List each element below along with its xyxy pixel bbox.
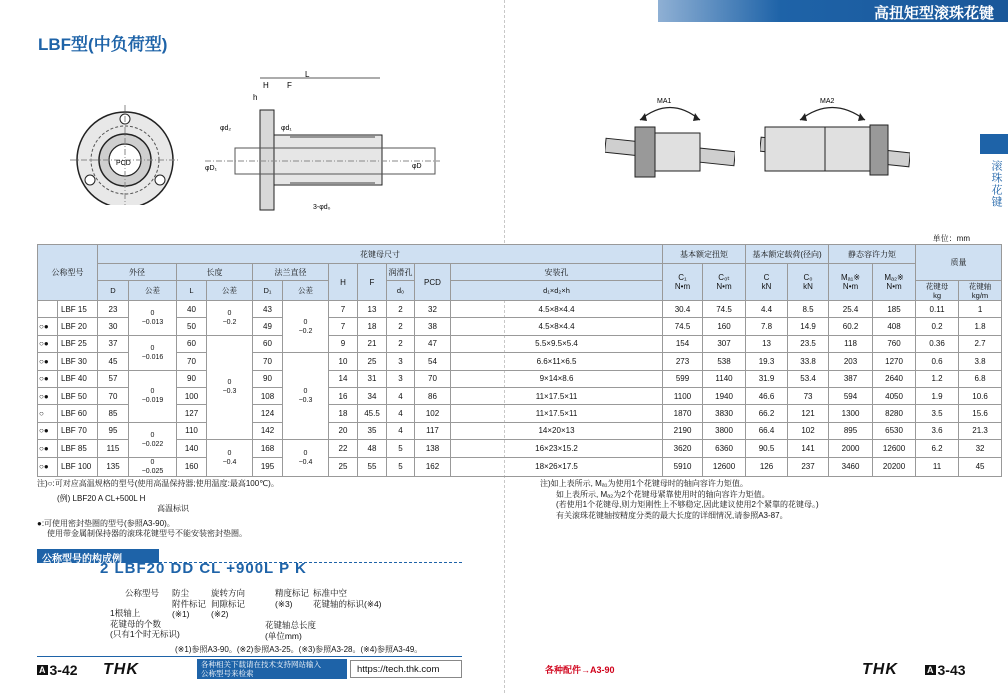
cell-f: 21	[358, 335, 387, 352]
cell-c1: 74.5	[663, 318, 703, 335]
od-tolerance-cell: 0 −0.019	[129, 370, 177, 422]
cell-pcd: 117	[415, 422, 451, 439]
cell-shaft: 32	[959, 440, 1002, 457]
cell-d0: 2	[387, 335, 415, 352]
h-C: C kN	[746, 264, 788, 301]
cell-f: 45.5	[358, 405, 387, 422]
cell-ma1: 1300	[829, 405, 873, 422]
h-MA2: Mₐ₂※ N•m	[873, 264, 916, 301]
cell-c0t: 538	[703, 353, 746, 370]
cell-nut: 0.6	[916, 353, 959, 370]
front-view-drawing	[70, 105, 190, 205]
cell-f: 31	[358, 370, 387, 387]
length-cell: 160	[177, 457, 207, 476]
spine-tab	[980, 134, 1008, 154]
dim-L: L	[305, 70, 310, 79]
od-cell: 37	[98, 335, 129, 352]
cell-ma2: 408	[873, 318, 916, 335]
part-number-section-title: 公称型号的构成例	[37, 549, 159, 563]
cell-nut: 11	[916, 457, 959, 476]
cell-c: 90.5	[746, 440, 788, 457]
cell-ma2: 185	[873, 301, 916, 318]
cell-ma2: 12600	[873, 440, 916, 457]
ma2-label: MA2	[820, 98, 835, 105]
dim-d0: 3-φd₀	[313, 204, 331, 211]
note-rigidity: (若使用1个花键母,则力矩刚性上不够稳定,因此建议使用2个紧靠的花键母。)	[556, 500, 819, 509]
model-cell: LBF 40	[58, 370, 98, 387]
model-cell: LBF 15	[58, 301, 98, 318]
model-cell: LBF 25	[58, 335, 98, 352]
cell-c1: 1870	[663, 405, 703, 422]
pn-label-seal: 防尘 附件标记 (※1)	[172, 588, 207, 619]
length-cell: 40	[177, 301, 207, 318]
od-cell: 57	[98, 370, 129, 387]
cell-c0: 237	[788, 457, 829, 476]
cell-mount: 4.5×8×4.4	[451, 301, 663, 318]
cell-h: 7	[329, 318, 358, 335]
flange-cell: 168	[253, 440, 283, 457]
support-url-link[interactable]: https://tech.thk.com	[357, 664, 440, 675]
cell-pcd: 102	[415, 405, 451, 422]
cell-shaft: 15.6	[959, 405, 1002, 422]
cell-pcd: 54	[415, 353, 451, 370]
dim-F: F	[287, 81, 292, 90]
cell-c0: 73	[788, 387, 829, 404]
flange-cell: 195	[253, 457, 283, 476]
h-load: 基本额定载荷(径向)	[746, 245, 829, 264]
cell-c0: 53.4	[788, 370, 829, 387]
length-tolerance-cell: 0 −0.3	[207, 335, 253, 439]
h-od: 外径	[98, 264, 177, 281]
note-seal: ●:可使用密封垫圈的型号(参照A3-90)。	[37, 518, 175, 528]
cell-ma1: 2000	[829, 440, 873, 457]
h-F: F	[358, 264, 387, 301]
flange-cell: 142	[253, 422, 283, 439]
length-cell: 110	[177, 422, 207, 439]
h-dxh: d₁×d₂×h	[451, 281, 663, 301]
cell-c0t: 3800	[703, 422, 746, 439]
cell-nut: 1.9	[916, 387, 959, 404]
flange-cell: 43	[253, 301, 283, 318]
cell-ma2: 6530	[873, 422, 916, 439]
cell-c0t: 1940	[703, 387, 746, 404]
cell-shaft: 1	[959, 301, 1002, 318]
table-row	[38, 318, 1002, 335]
cell-d0: 4	[387, 405, 415, 422]
cell-c: 66.2	[746, 405, 788, 422]
cell-ma1: 387	[829, 370, 873, 387]
table-row	[38, 370, 1002, 387]
cell-mount: 6.6×11×6.5	[451, 353, 663, 370]
flange-cell: 60	[253, 335, 283, 352]
h-len: 长度	[177, 264, 253, 281]
cell-c: 46.6	[746, 387, 788, 404]
od-cell: 95	[98, 422, 129, 439]
cell-mount: 16×23×15.2	[451, 440, 663, 457]
h-D1: D₁	[253, 281, 283, 301]
cell-ma1: 203	[829, 353, 873, 370]
note-example: (例) LBF20 A CL+500L H	[57, 493, 146, 503]
h-MA1: Mₐ₁※ N•m	[829, 264, 873, 301]
length-cell: 90	[177, 370, 207, 387]
h-lube: 润滑孔	[387, 264, 415, 281]
cell-h: 16	[329, 387, 358, 404]
cell-mount: 11×17.5×11	[451, 405, 663, 422]
right-page-number: A 3-43	[927, 662, 966, 678]
h-H: H	[329, 264, 358, 301]
flange-cell: 90	[253, 370, 283, 387]
cell-shaft: 2.7	[959, 335, 1002, 352]
note-ma2: 如上表所示, Mₐ₂为2个花键母紧靠使用时的轴向容许力矩值。	[556, 489, 770, 499]
cell-d0: 3	[387, 353, 415, 370]
h-shaft: 花键轴 kg/m	[959, 281, 1002, 301]
cell-pcd: 162	[415, 457, 451, 476]
cell-c0: 33.8	[788, 353, 829, 370]
cell-f: 35	[358, 422, 387, 439]
cell-f: 25	[358, 353, 387, 370]
cell-shaft: 10.6	[959, 387, 1002, 404]
cell-shaft: 3.8	[959, 353, 1002, 370]
cell-h: 7	[329, 301, 358, 318]
cell-h: 18	[329, 405, 358, 422]
note-seal-2: 使用带金属制保持器的滚珠花键型号不能安装密封垫圈。	[47, 529, 247, 538]
pn-references: (※1)参照A3-90。(※2)参照A3-25。(※3)参照A3-28。(※4)参照A3-49。	[175, 645, 423, 654]
cell-c1: 2190	[663, 422, 703, 439]
cell-nut: 0.2	[916, 318, 959, 335]
cell-c1: 1100	[663, 387, 703, 404]
cell-c0: 121	[788, 405, 829, 422]
cell-shaft: 45	[959, 457, 1002, 476]
dim-d2: φd₂	[220, 125, 232, 132]
od-tolerance-cell: 0 −0.016	[129, 335, 177, 370]
pn-label-hollow: 标准中空 花键轴的标识(※4)	[313, 588, 382, 609]
cell-f: 48	[358, 440, 387, 457]
page-title: LBF型(中负荷型)	[38, 35, 168, 54]
cell-ma2: 8280	[873, 405, 916, 422]
cell-d0: 3	[387, 370, 415, 387]
notes-left	[37, 479, 279, 540]
cell-pcd: 86	[415, 387, 451, 404]
flange-cell: 49	[253, 318, 283, 335]
cell-c: 19.3	[746, 353, 788, 370]
cell-d0: 5	[387, 457, 415, 476]
od-cell: 45	[98, 353, 129, 370]
pn-label-length: 花键轴总长度 (单位mm)	[265, 620, 317, 641]
cell-ma2: 1270	[873, 353, 916, 370]
accessory-link[interactable]: 各种配件→A3-90	[545, 665, 615, 675]
h-D: D	[98, 281, 129, 301]
od-cell: 85	[98, 405, 129, 422]
dim-d1: φd₁	[281, 125, 292, 132]
side-view-drawing	[205, 70, 440, 215]
flange-cell: 108	[253, 387, 283, 404]
part-number-code: 2 LBF20 DD CL +900L P K	[100, 560, 307, 577]
h-tol-D: 公差	[129, 281, 177, 301]
cell-c1: 273	[663, 353, 703, 370]
cell-c0t: 74.5	[703, 301, 746, 318]
table-row	[38, 335, 1002, 352]
cell-d0: 2	[387, 318, 415, 335]
table-row	[38, 422, 1002, 439]
model-cell: LBF 60	[58, 405, 98, 422]
length-cell: 127	[177, 405, 207, 422]
table-row	[38, 301, 1002, 318]
cell-d0: 5	[387, 440, 415, 457]
h-tol-D1: 公差	[283, 281, 329, 301]
thk-logo-right: THK	[862, 661, 898, 678]
pn-label-clearance: 旋转方向 间隙标记 (※2)	[211, 588, 246, 619]
cell-nut: 3.6	[916, 422, 959, 439]
model-cell: LBF 85	[58, 440, 98, 457]
cell-pcd: 70	[415, 370, 451, 387]
cell-c0t: 3830	[703, 405, 746, 422]
variant-mark: ○	[38, 405, 58, 422]
cell-ma2: 760	[873, 335, 916, 352]
notes-right	[540, 479, 819, 521]
cell-ma1: 118	[829, 335, 873, 352]
cell-c1: 30.4	[663, 301, 703, 318]
dim-h: h	[253, 93, 258, 102]
h-dims: 花键母尺寸	[98, 245, 663, 264]
cell-c0t: 160	[703, 318, 746, 335]
h-C0r: C₀ kN	[788, 264, 829, 301]
cell-c1: 5910	[663, 457, 703, 476]
cell-c: 66.4	[746, 422, 788, 439]
cell-c: 31.9	[746, 370, 788, 387]
cell-h: 10	[329, 353, 358, 370]
table-row	[38, 387, 1002, 404]
h-tol-L: 公差	[207, 281, 253, 301]
left-page-number: A 3-42	[39, 662, 78, 678]
cell-d0: 4	[387, 387, 415, 404]
h-moment: 静态容许力矩	[829, 245, 916, 264]
cell-h: 14	[329, 370, 358, 387]
variant-mark	[38, 301, 58, 318]
cell-h: 25	[329, 457, 358, 476]
cell-shaft: 21.3	[959, 422, 1002, 439]
cell-c1: 599	[663, 370, 703, 387]
length-tolerance-cell: 0 −0.2	[207, 301, 253, 336]
cell-c0t: 1140	[703, 370, 746, 387]
length-cell: 50	[177, 318, 207, 335]
table-row	[38, 440, 1002, 457]
cell-nut: 0.11	[916, 301, 959, 318]
flange-tolerance-cell: 0 −0.4	[283, 440, 329, 476]
cell-c: 13	[746, 335, 788, 352]
cell-c1: 154	[663, 335, 703, 352]
model-cell: LBF 20	[58, 318, 98, 335]
cell-mount: 4.5×8×4.4	[451, 318, 663, 335]
spec-table-body	[38, 301, 1002, 477]
spec-table	[37, 244, 1002, 477]
cell-ma1: 895	[829, 422, 873, 439]
pn-label-count: 1根轴上 花键母的个数 (只有1个时无标识)	[110, 608, 180, 639]
variant-mark: ○●	[38, 440, 58, 457]
cell-f: 55	[358, 457, 387, 476]
h-flange: 法兰直径	[253, 264, 329, 281]
cell-f: 13	[358, 301, 387, 318]
cell-pcd: 47	[415, 335, 451, 352]
cell-ma2: 4050	[873, 387, 916, 404]
table-row	[38, 405, 1002, 422]
cell-nut: 0.36	[916, 335, 959, 352]
thk-logo-left: THK	[103, 661, 139, 678]
variant-mark: ○●	[38, 387, 58, 404]
note-high-temp: 注)○:可对应高温规格的型号(使用高温保持器;使用温度:最高100℃)。	[37, 479, 279, 488]
cell-c: 126	[746, 457, 788, 476]
pcd-label: PCD	[116, 160, 131, 167]
h-C0t: C₀ₜ N•m	[703, 264, 746, 301]
cell-h: 20	[329, 422, 358, 439]
od-cell: 115	[98, 440, 129, 457]
cell-ma2: 20200	[873, 457, 916, 476]
cell-c: 4.4	[746, 301, 788, 318]
table-row	[38, 353, 1002, 370]
cell-c0: 14.9	[788, 318, 829, 335]
cell-c0: 23.5	[788, 335, 829, 352]
cell-c0: 141	[788, 440, 829, 457]
pn-label-model: 公称型号	[125, 588, 160, 598]
variant-mark: ○●	[38, 318, 58, 335]
cell-nut: 1.2	[916, 370, 959, 387]
cell-pcd: 38	[415, 318, 451, 335]
flange-cell: 124	[253, 405, 283, 422]
od-tolerance-cell: 0 −0.022	[129, 422, 177, 457]
cell-ma1: 594	[829, 387, 873, 404]
cell-d0: 4	[387, 422, 415, 439]
dim-D1: φD₁	[205, 165, 217, 172]
flange-tolerance-cell: 0 −0.2	[283, 301, 329, 353]
cell-mount: 18×26×17.5	[451, 457, 663, 476]
cell-h: 9	[329, 335, 358, 352]
length-cell: 100	[177, 387, 207, 404]
cell-c0t: 12600	[703, 457, 746, 476]
model-cell: LBF 100	[58, 457, 98, 476]
cell-mount: 9×14×8.6	[451, 370, 663, 387]
variant-mark: ○●	[38, 353, 58, 370]
od-cell: 23	[98, 301, 129, 318]
od-cell: 135	[98, 457, 129, 476]
variant-mark: ○●	[38, 370, 58, 387]
od-cell: 70	[98, 387, 129, 404]
length-tolerance-cell: 0 −0.4	[207, 440, 253, 476]
note-ma1: 注)如上表所示, Mₐ₁为使用1个花键母时的轴向容许力矩值。	[540, 479, 748, 488]
cell-c0t: 6360	[703, 440, 746, 457]
flange-tolerance-cell: 0 −0.3	[283, 353, 329, 440]
model-cell: LBF 50	[58, 387, 98, 404]
cell-ma2: 2640	[873, 370, 916, 387]
od-tolerance-cell: 0 −0.025	[129, 457, 177, 476]
cell-shaft: 1.8	[959, 318, 1002, 335]
pn-label-accuracy: 精度标记 (※3)	[275, 588, 310, 609]
cell-d0: 2	[387, 301, 415, 318]
od-tolerance-cell: 0 −0.013	[129, 301, 177, 336]
cell-nut: 3.5	[916, 405, 959, 422]
h-L: L	[177, 281, 207, 301]
variant-mark: ○●	[38, 457, 58, 476]
section-banner: 高扭矩型滚珠花键	[658, 0, 1008, 22]
cell-c1: 3620	[663, 440, 703, 457]
spine-label: 滚珠花键	[990, 160, 1002, 208]
cell-ma1: 25.4	[829, 301, 873, 318]
cell-c: 7.8	[746, 318, 788, 335]
h-PCD: PCD	[415, 264, 451, 301]
cell-mount: 11×17.5×11	[451, 387, 663, 404]
h-torque: 基本额定扭矩	[663, 245, 746, 264]
h-model: 公称型号	[38, 245, 98, 301]
cell-h: 22	[329, 440, 358, 457]
cell-f: 18	[358, 318, 387, 335]
length-cell: 60	[177, 335, 207, 352]
model-cell: LBF 70	[58, 422, 98, 439]
cell-c0: 8.5	[788, 301, 829, 318]
od-cell: 30	[98, 318, 129, 335]
dim-H: H	[263, 81, 269, 90]
cell-shaft: 6.8	[959, 370, 1002, 387]
h-nut: 花键母 kg	[916, 281, 959, 301]
dim-D: φD	[412, 163, 422, 170]
h-mount: 安装孔	[451, 264, 663, 281]
moment-ma1-diagram	[605, 85, 735, 185]
cell-pcd: 138	[415, 440, 451, 457]
table-row	[38, 457, 1002, 476]
cell-mount: 5.5×9.5×5.4	[451, 335, 663, 352]
variant-mark: ○●	[38, 422, 58, 439]
length-cell: 140	[177, 440, 207, 457]
note-shaft-length: 有关滚珠花键轴按精度分类的最大长度的详细情况,请参照A3-87。	[556, 510, 788, 520]
flange-cell: 70	[253, 353, 283, 370]
variant-mark: ○●	[38, 335, 58, 352]
cell-nut: 6.2	[916, 440, 959, 457]
h-d0: d₀	[387, 281, 415, 301]
h-mass: 质量	[916, 245, 1002, 281]
ma1-label: MA1	[657, 98, 672, 105]
cell-c0: 102	[788, 422, 829, 439]
cell-c0t: 307	[703, 335, 746, 352]
h-C1: C₁ N•m	[663, 264, 703, 301]
unit-label: 单位：mm	[932, 234, 970, 243]
moment-ma2-diagram	[760, 85, 910, 185]
download-notice: 各种相关下载请在技术支持网站输入 公称型号来检索	[197, 659, 347, 679]
length-cell: 70	[177, 353, 207, 370]
note-high-temp-mark: 高温标识	[157, 504, 189, 513]
cell-ma1: 3460	[829, 457, 873, 476]
cell-pcd: 32	[415, 301, 451, 318]
cell-ma1: 60.2	[829, 318, 873, 335]
model-cell: LBF 30	[58, 353, 98, 370]
footer-rule	[37, 656, 462, 657]
cell-mount: 14×20×13	[451, 422, 663, 439]
cell-f: 34	[358, 387, 387, 404]
